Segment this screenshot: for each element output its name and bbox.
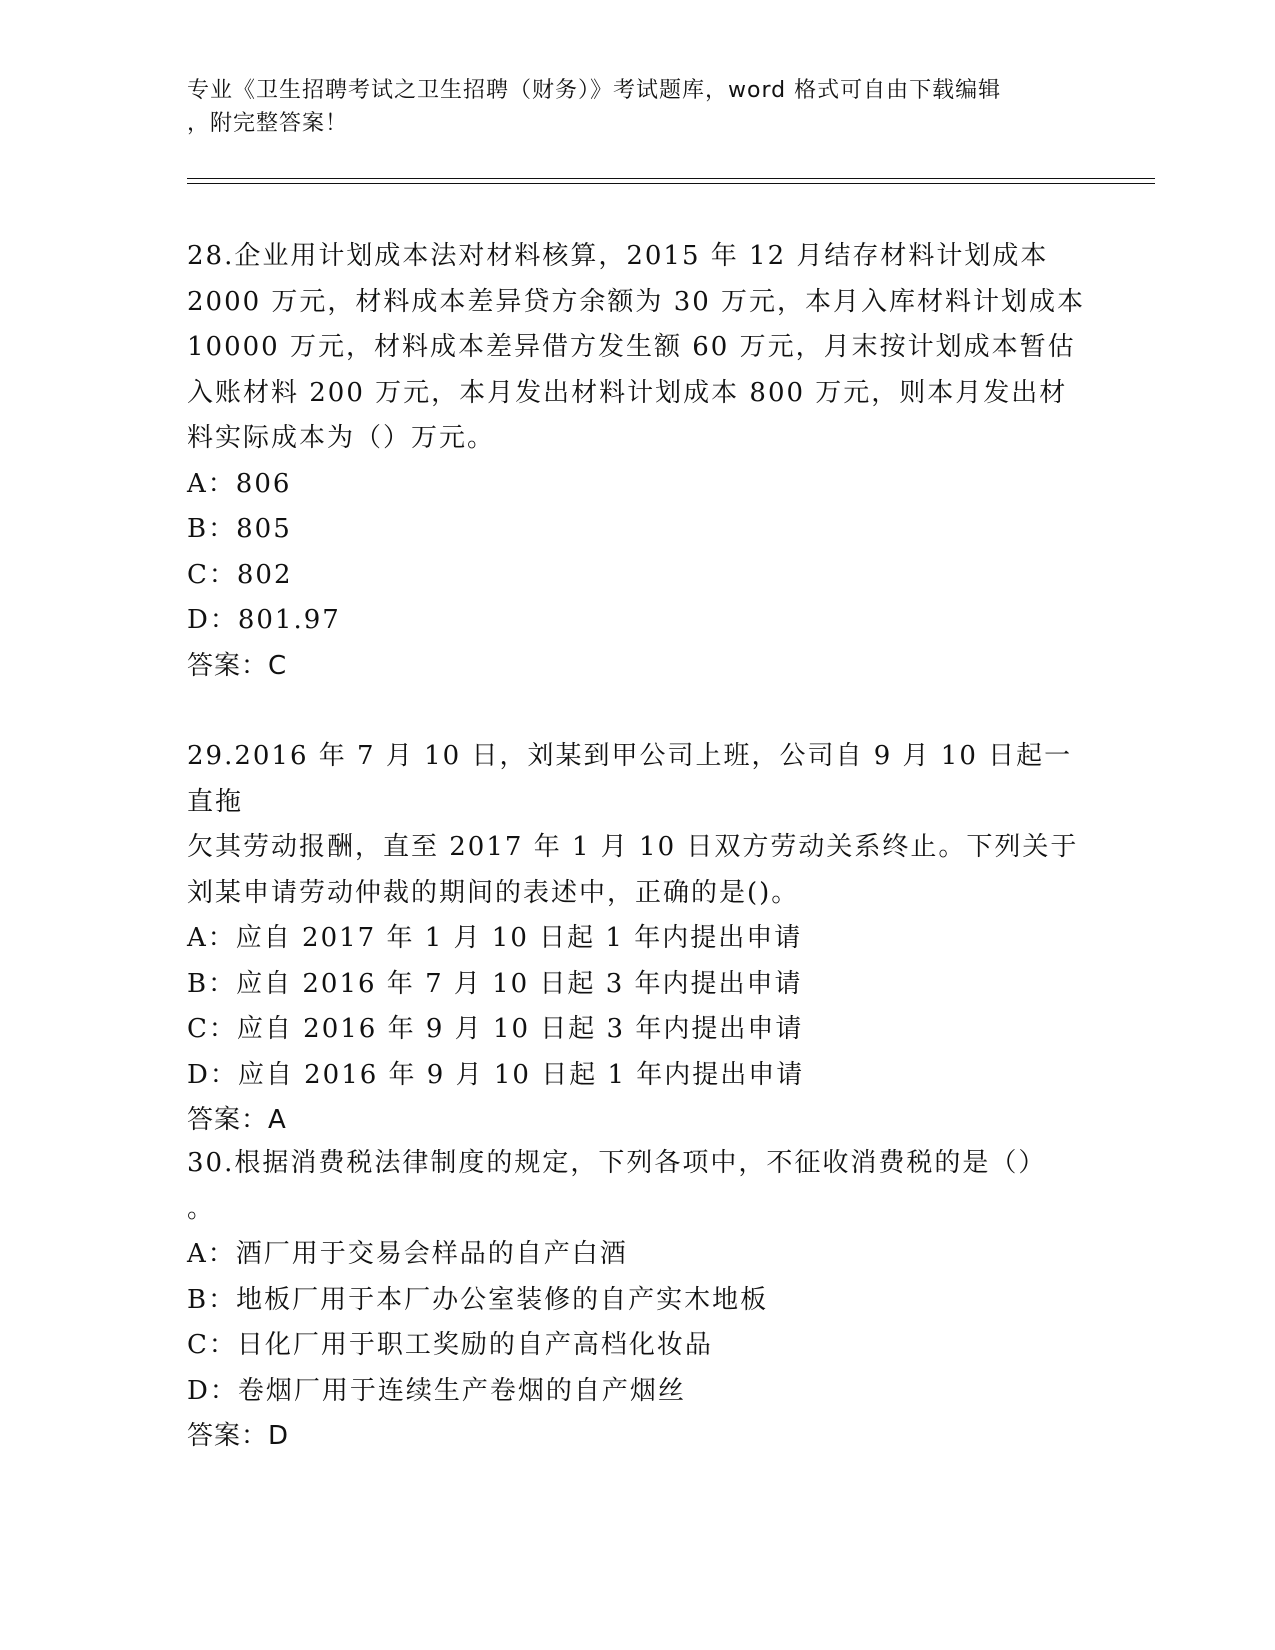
answer-label: 答案：A xyxy=(187,1105,287,1135)
document-header: 专业《卫生招聘考试之卫生招聘（财务）》考试题库，word 格式可自由下载编辑 ，附完整答案！ xyxy=(187,78,1002,136)
answer-label: 答案：C xyxy=(187,650,288,681)
option-c: C：日化厂用于职工奖励的自产高档化妆品 xyxy=(187,1330,713,1360)
option-d: D：801.97 xyxy=(187,605,341,635)
question-28 xyxy=(187,234,1087,689)
option-b: B：地板厂用于本厂办公室装修的自产实木地板 xyxy=(187,1284,769,1315)
question-30 xyxy=(187,1141,1087,1460)
option-c: C：应自 2016 年 9 月 10 日起 3 年内提出申请 xyxy=(187,1014,804,1044)
option-b: B：应自 2016 年 7 月 10 日起 3 年内提出申请 xyxy=(187,968,803,999)
option-a: A：应自 2017 年 1 月 10 日起 1 年内提出申请 xyxy=(187,923,803,953)
option-b: B：805 xyxy=(187,514,292,544)
option-d: D：应自 2016 年 9 月 10 日起 1 年内提出申请 xyxy=(187,1059,805,1090)
question-stem: 30.根据消费税法律制度的规定，下列各项中，不征收消费税的是（） 。 xyxy=(187,1148,1047,1224)
option-a: A：806 xyxy=(187,468,292,499)
document-page xyxy=(187,0,1147,1650)
question-29 xyxy=(187,734,1087,1144)
header-divider-thin xyxy=(187,178,1155,179)
header-divider-thick xyxy=(187,183,1155,184)
question-stem: 29.2016 年 7 月 10 日，刘某到甲公司上班，公司自 9 月 10 日起一直拖 欠其劳动报酬，直至 2017 年 1 月 10 日双方劳动关系终止。下列关于 刘某申请劳动仲裁的期间的表述中，正确的是()。 xyxy=(187,741,1079,908)
option-a: A：酒厂用于交易会样品的自产白酒 xyxy=(187,1239,628,1269)
answer-label: 答案：D xyxy=(187,1421,290,1451)
option-c: C：802 xyxy=(187,559,293,590)
option-d: D：卷烟厂用于连续生产卷烟的自产烟丝 xyxy=(187,1375,686,1406)
question-stem: 28.企业用计划成本法对材料核算，2015 年 12 月结存材料计划成本 2000 万元，材料成本差异贷方余额为 30 万元，本月入库材料计划成本 10000 万元，材料成本差异借方发生额 60 万元，月末按计划成本暂估 入账材料 200 万元，本月发出材料计划成本 800 万元，则本月发出材 料实际成本为（）万元。 xyxy=(187,241,1086,453)
